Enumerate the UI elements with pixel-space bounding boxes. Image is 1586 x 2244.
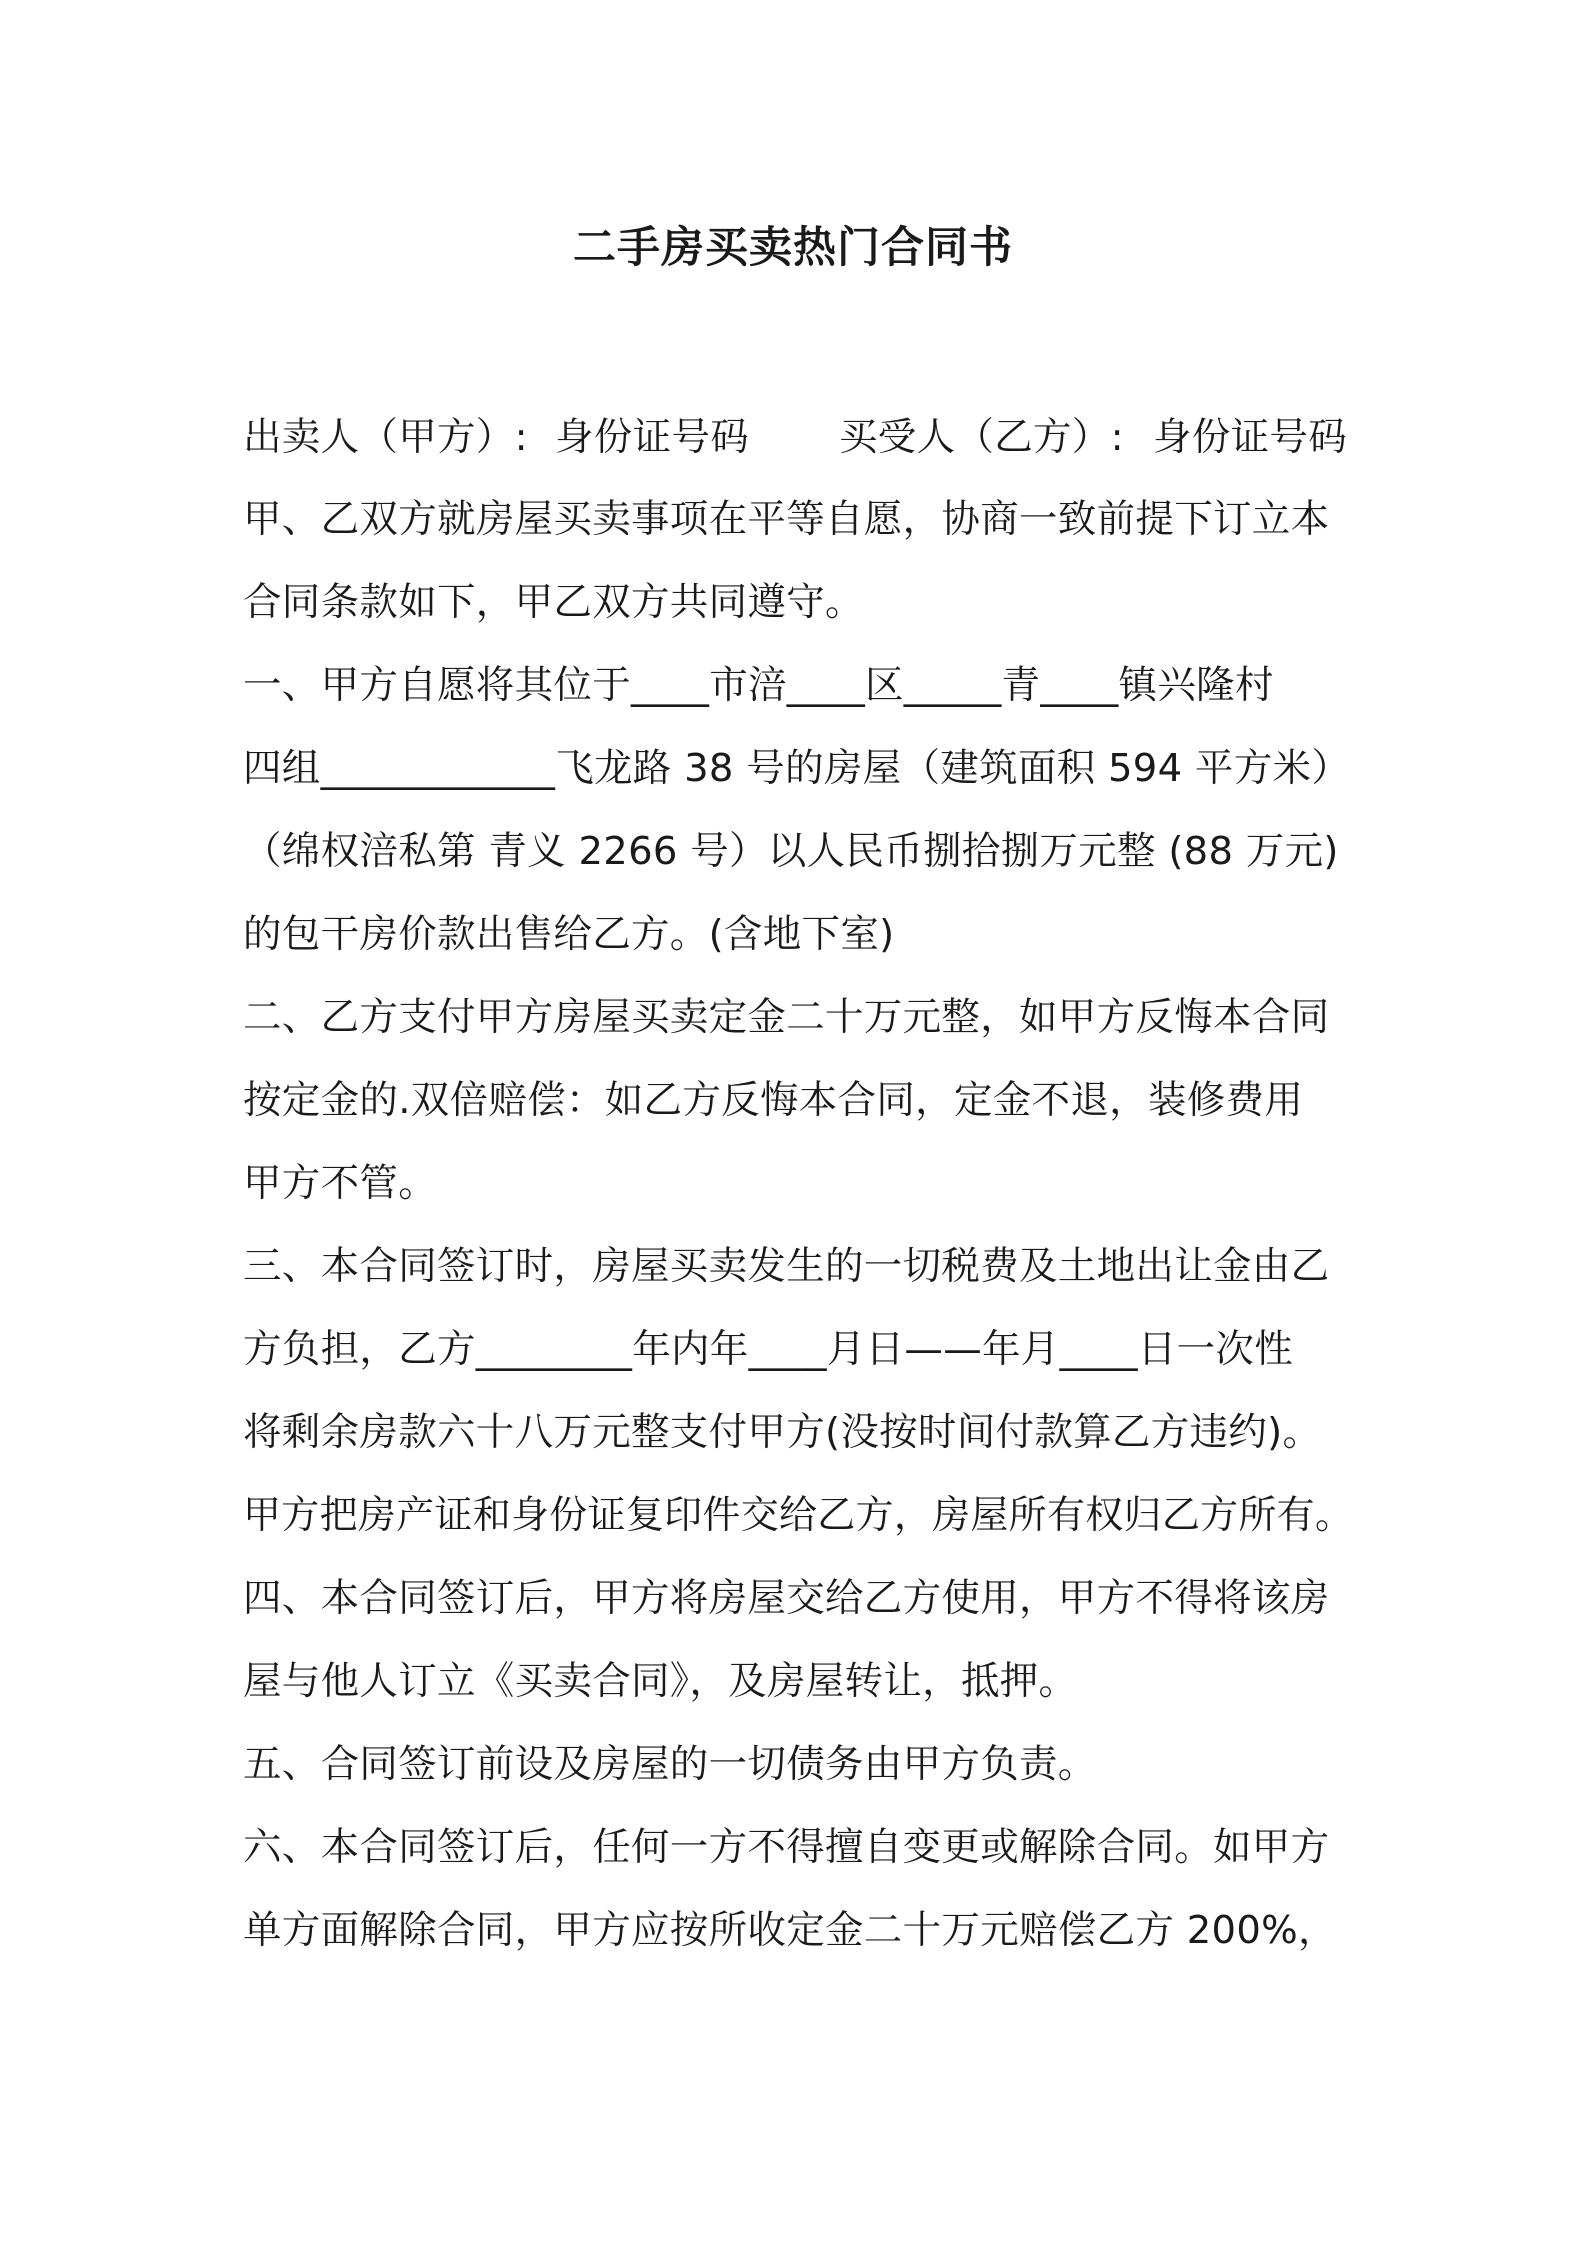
seller-label: 出卖人（甲方）:: [243, 415, 528, 460]
clause-2-line: 甲方不管。: [243, 1161, 438, 1206]
clause-3-line: 将剩余房款六十八万元整支付甲方(没按时间付款算乙方违约)。: [243, 1410, 1322, 1455]
clause-3-line: 甲方把房产证和身份证复印件交给乙方，房屋所有权归乙方所有。: [243, 1493, 1354, 1538]
document-title: 二手房买卖热门合同书: [573, 223, 1013, 273]
clause-4-line: 屋与他人订立《买卖合同》，及房屋转让，抵押。: [243, 1659, 1078, 1704]
clause-2-line: 二、乙方支付甲方房屋买卖定金二十万元整，如甲方反悔本合同: [243, 995, 1330, 1040]
clause-4-line: 四、本合同签订后，甲方将房屋交给乙方使用，甲方不得将该房: [243, 1576, 1330, 1621]
clause-1-line: 一、甲方自愿将其位于____市涪____区_____青____镇兴隆村: [243, 663, 1274, 708]
clause-6-line: 六、本合同签订后，任何一方不得擅自变更或解除合同。如甲方: [243, 1825, 1330, 1870]
clause-3-line: 三、本合同签订时，房屋买卖发生的一切税费及土地出让金由乙: [243, 1244, 1330, 1289]
clause-1-line: 的包干房价款出售给乙方。(含地下室): [243, 912, 895, 957]
buyer-label: 买受人（乙方）:: [839, 415, 1124, 460]
buyer-id-label: 身份证号码: [1153, 415, 1348, 460]
parties-line: [243, 410, 1363, 466]
clause-1-line: （绵权涪私第 青义 2266 号）以人民币捌拾捌万元整 (88 万元): [243, 829, 1339, 874]
clause-1-line: 四组____________飞龙路 38 号的房屋（建筑面积 594 平方米）: [243, 746, 1351, 791]
clause-2-line: 按定金的.双倍赔偿：如乙方反悔本合同，定金不退，装修费用: [243, 1078, 1304, 1123]
clause-3-line: 方负担，乙方________年内年____月日——年月____日一次性: [243, 1327, 1294, 1372]
seller-id-label: 身份证号码: [555, 415, 750, 460]
body-line: 合同条款如下，甲乙双方共同遵守。: [243, 580, 864, 625]
clause-6-line: 单方面解除合同，甲方应按所收定金二十万元赔偿乙方 200%，: [243, 1908, 1337, 1953]
body-line: 甲、乙双方就房屋买卖事项在平等自愿，协商一致前提下订立本: [243, 497, 1330, 542]
clause-5-line: 五、合同签订前设及房屋的一切债务由甲方负责。: [243, 1742, 1097, 1787]
